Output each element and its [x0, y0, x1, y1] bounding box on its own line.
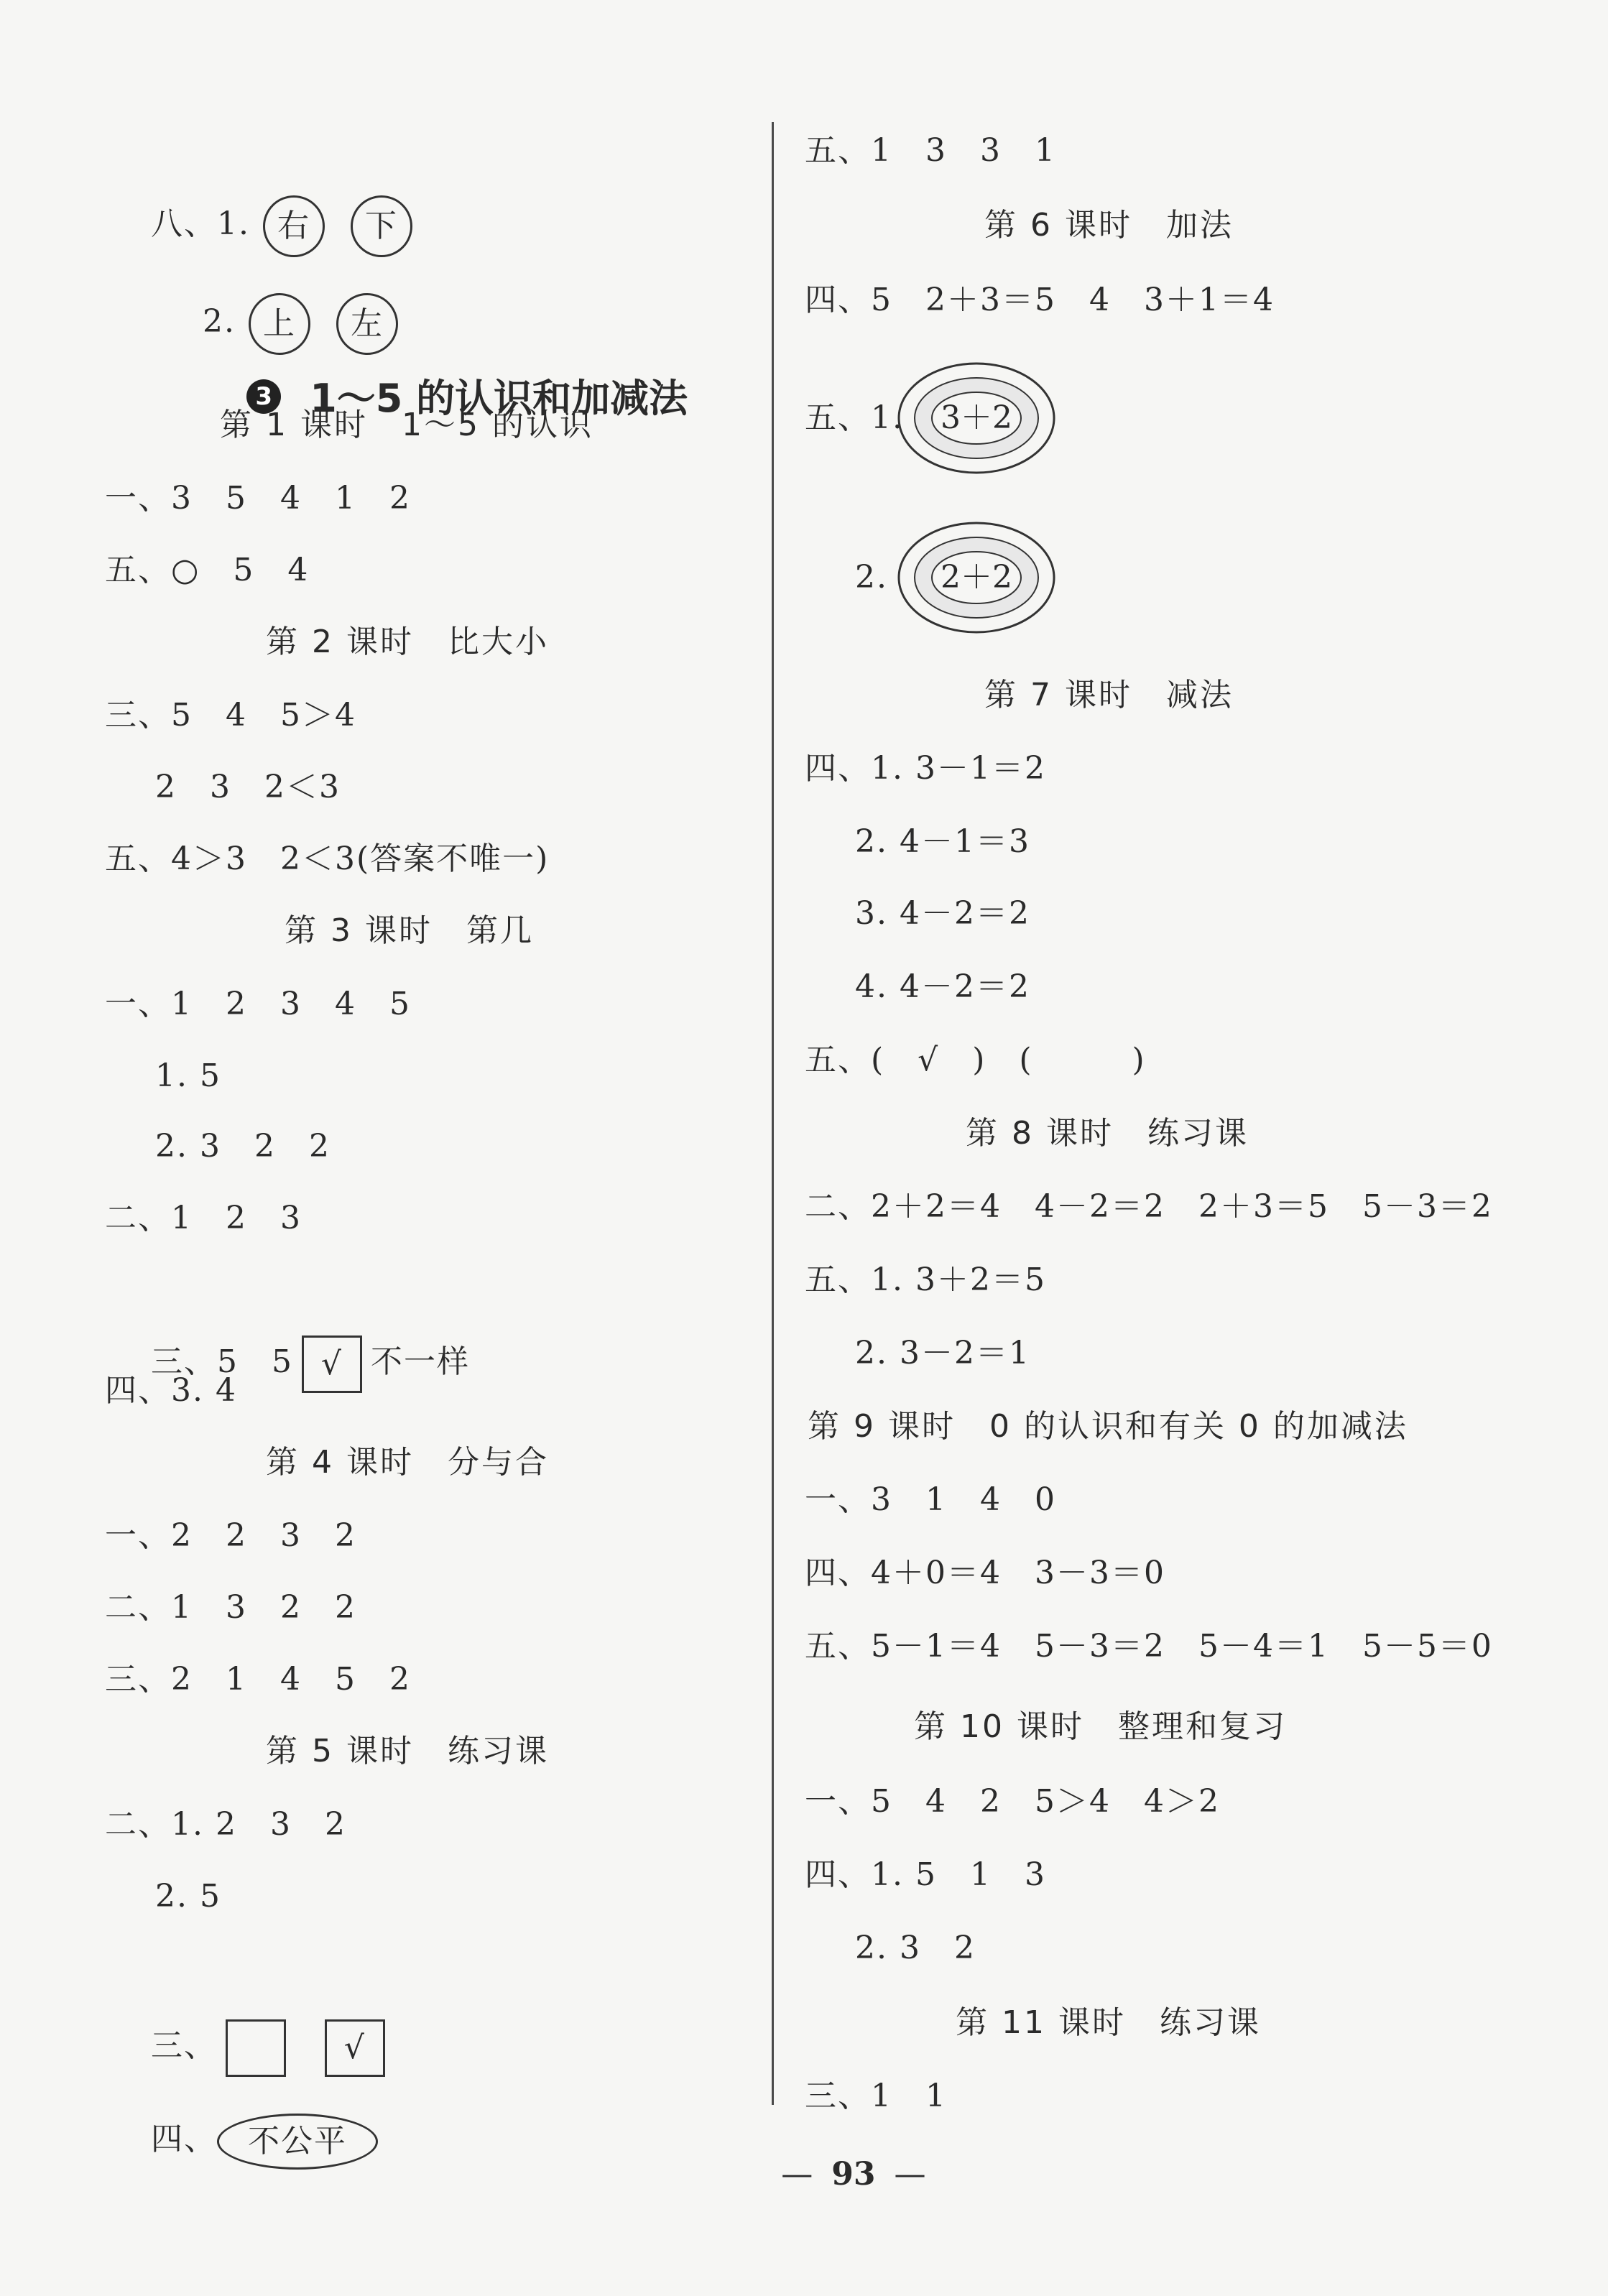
answer-line: 2. 3 2 2 [155, 1128, 331, 1165]
answer-line: 二、2＋2＝4 4－2＝2 2＋3＝5 5－3＝2 [805, 1188, 1493, 1225]
answer-line: 2. 3－2＝1 [855, 1335, 1030, 1371]
circled-answer: 下 [351, 195, 412, 257]
answer-line: 2. 5 [155, 1878, 221, 1915]
plate-label: 五、1. [805, 399, 904, 436]
answer-line: 三、2 1 4 5 2 [105, 1661, 411, 1698]
answer-line: 四、5 2＋3＝5 4 3＋1＝4 [805, 282, 1275, 318]
answer-line: 2. 4－1＝3 [855, 823, 1030, 860]
plate-expression: 2＋2 [941, 559, 1012, 596]
lesson-heading: 第 5 课时 练习课 [266, 1733, 549, 1769]
lesson-heading: 第 7 课时 减法 [984, 677, 1234, 713]
q8-label: 八、1. [150, 205, 250, 242]
column-divider [772, 122, 774, 2105]
circled-answer: 左 [336, 293, 398, 355]
answer-line: 三、5 4 5＞4 [105, 697, 356, 733]
answer-line [105, 2053, 378, 2227]
answer-line: 五、4＞3 2＜3(答案不唯一) [105, 841, 550, 877]
lesson-heading: 第 3 课时 第几 [285, 912, 534, 949]
answer-line: 4. 4－2＝2 [855, 968, 1030, 1005]
answer-text: 三、5 5 [150, 1343, 293, 1380]
lesson-heading: 第 11 课时 练习课 [956, 2004, 1261, 2041]
answer-text: 三、 [150, 2027, 217, 2064]
lesson-heading: 第 9 课时 0 的认识和有关 0 的加减法 [808, 1408, 1408, 1445]
answer-line: 一、3 5 4 1 2 [105, 480, 411, 517]
page-number [718, 2119, 945, 2229]
answer-line: 2 3 2＜3 [155, 769, 341, 805]
answer-line: 一、5 4 2 5＞4 4＞2 [805, 1783, 1220, 1820]
section-title [193, 323, 688, 474]
answer-line: 五、1 3 3 1 [805, 132, 1056, 169]
check-box: √ [325, 2019, 385, 2077]
answer-line: 二、1 2 3 [105, 1200, 302, 1236]
plate-label: 2. [855, 559, 888, 596]
page-number-dash: — [894, 2156, 926, 2193]
lesson-heading: 第 10 课时 整理和复习 [914, 1708, 1287, 1745]
page-number-dash: — [781, 2156, 813, 2193]
answer-line: 二、1. 2 3 2 [105, 1806, 346, 1843]
answer-line: 五、5－1＝4 5－3＝2 5－4＝1 5－5＝0 [805, 1628, 1493, 1665]
lesson-heading: 第 6 课时 加法 [984, 207, 1234, 244]
plate-figure [897, 361, 1056, 476]
answer-line: 2. 3 2 [855, 1930, 976, 1966]
plate-figure [897, 520, 1056, 635]
lesson-heading: 第 2 课时 比大小 [266, 624, 549, 660]
check-box: √ [302, 1336, 362, 1393]
answer-line: 一、1 2 3 4 5 [105, 986, 411, 1022]
lesson-heading: 第 4 课时 分与合 [266, 1444, 549, 1481]
answer-line: 三、1 1 [805, 2078, 947, 2114]
answer-line: 四、1. 3－1＝2 [805, 750, 1046, 787]
answer-line: 五、( √ ) ( ) [805, 1042, 1146, 1078]
answer-line: 四、1. 5 1 3 [805, 1856, 1046, 1893]
answer-line: 二、1 3 2 2 [105, 1589, 356, 1626]
plate-expression: 3＋2 [941, 399, 1012, 436]
q8-2-label: 2. [202, 303, 236, 340]
answer-line [105, 1272, 470, 1453]
section-title-text: 1～5 的认识和加减法 [310, 376, 688, 421]
answer-line: 一、2 2 3 2 [105, 1517, 356, 1554]
lesson-heading: 第 8 课时 练习课 [966, 1115, 1249, 1152]
circled-answer: 上 [249, 293, 310, 355]
answer-line: 1. 5 [155, 1057, 221, 1094]
page-number-value: 93 [831, 2156, 876, 2193]
answer-line: 五、○ 5 4 [105, 552, 310, 588]
oval-answer: 不公平 [217, 2114, 378, 2170]
answer-text: 不一样 [370, 1343, 470, 1380]
lesson-heading: 第 1 课时 1～5 的认识 [220, 407, 593, 443]
answer-text: 四、 [150, 2121, 217, 2157]
circled-answer: 右 [263, 195, 325, 257]
answer-line: 四、4＋0＝4 3－3＝0 [805, 1555, 1165, 1591]
answer-line: 3. 4－2＝2 [855, 895, 1030, 932]
answer-line: 五、1. 3＋2＝5 [805, 1262, 1046, 1298]
answer-line: 四、3. 4 [105, 1372, 237, 1409]
answer-line: 一、3 1 4 0 [805, 1481, 1056, 1518]
section-number-badge: 3 [246, 379, 281, 414]
